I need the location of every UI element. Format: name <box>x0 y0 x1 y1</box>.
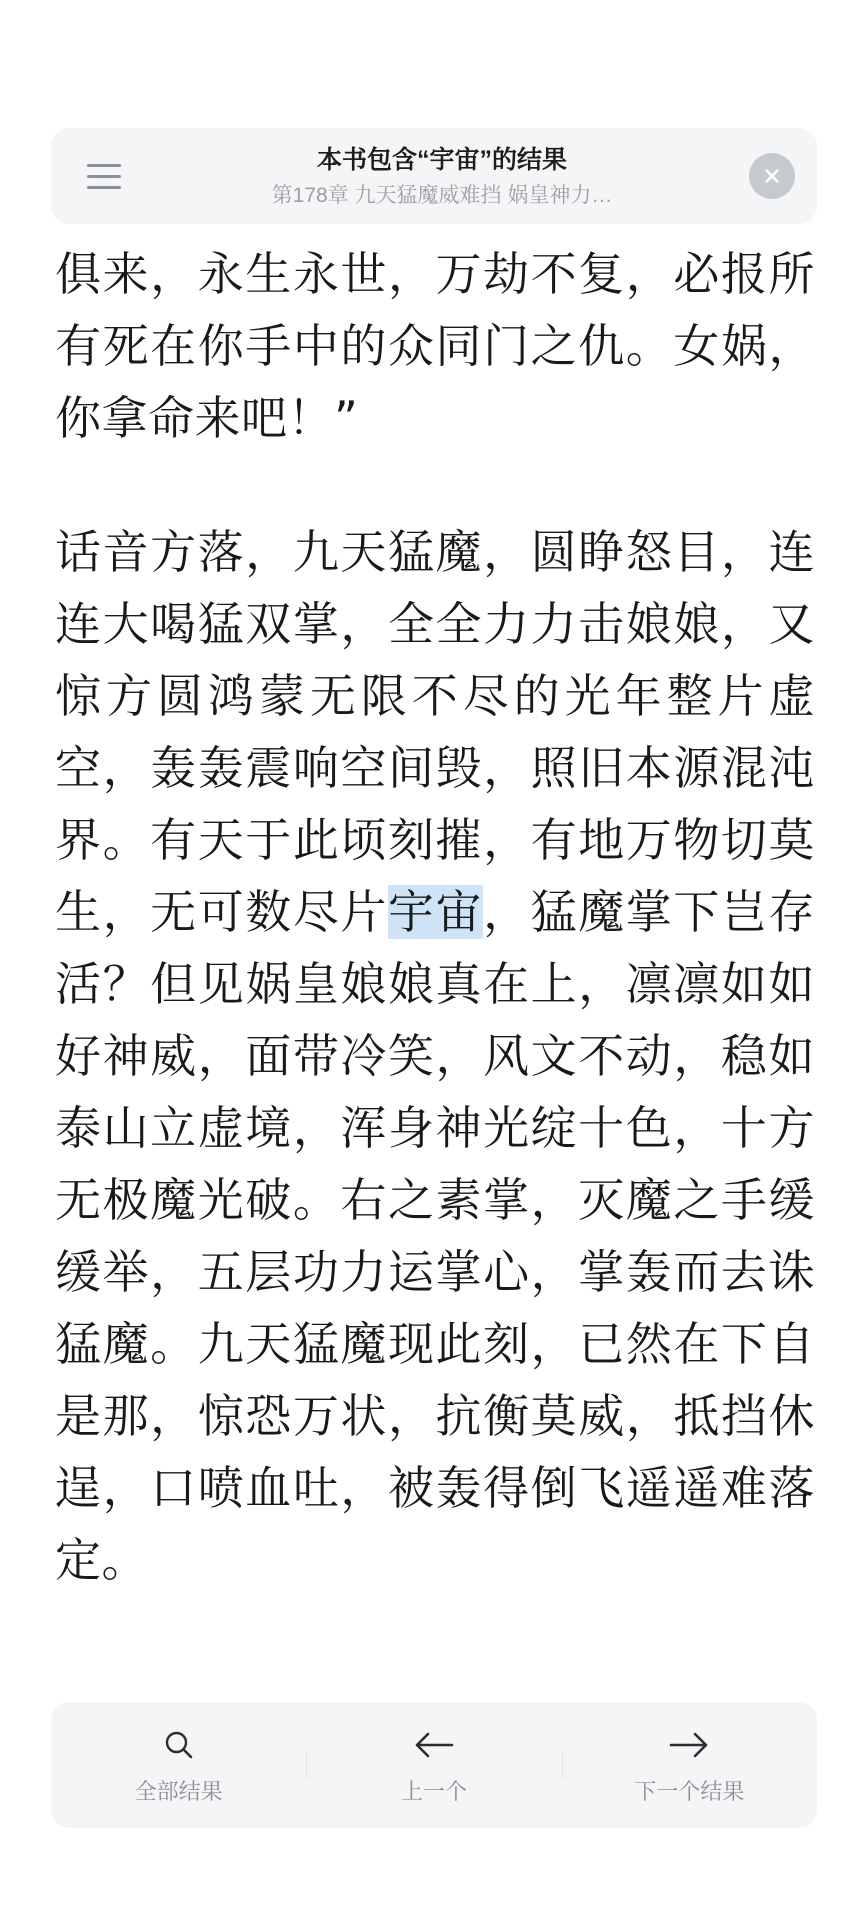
paragraph-text: 话音方落，九天猛魔，圆睁怒目，连连大喝猛双掌，全全力力击娘娘，又惊方圆鸿蒙无限不尽的光年整片虚空，轰轰震响空间毁，照旧本源混沌界。有天于此顷刻摧，有地万物切莫生，无可数尽片 <box>55 525 815 939</box>
search-highlight: 宇宙 <box>387 885 484 939</box>
search-result-title: 本书包含“宇宙”的结果 <box>316 145 567 174</box>
search-result-chapter: 第178章 九天猛魔威难挡 娲皇神力… <box>271 183 613 207</box>
previous-result-button[interactable] <box>306 1725 561 1805</box>
all-results-label: 全部结果 <box>134 1779 223 1804</box>
paragraph-text: 俱来，永生永世，万劫不复，必报所有死在你手中的众同门之仇。女娲，你拿命来吧！” <box>55 247 815 445</box>
hamburger-menu-icon[interactable] <box>73 145 135 207</box>
chapter-body <box>55 238 815 1596</box>
next-result-label: 下一个结果 <box>634 1779 745 1804</box>
menu-line <box>87 175 121 178</box>
all-results-button[interactable] <box>51 1725 306 1805</box>
arrow-right-icon <box>667 1725 711 1765</box>
paragraph-text: ，猛魔掌下岂存活？但见娲皇娘娘真在上，凛凛如如好神威，面带冷笑，风文不动，稳如泰山立虚境，浑身神光绽十色，十方无极魔光破。右之素掌，灭魔之手缓缓举，五层功力运掌心，掌轰而去诛猛魔。九天猛魔现此刻，已然在下自是那，惊恐万状，抗衡莫威，抵挡休逞，口喷血吐，被轰得倒飞遥遥难落定。 <box>55 885 816 1587</box>
paragraph <box>55 516 815 1596</box>
arrow-left-icon <box>412 1725 456 1765</box>
search-navigation-bar <box>51 1702 817 1828</box>
search-result-bar <box>51 128 817 224</box>
menu-line <box>87 186 121 189</box>
search-icon <box>162 1725 196 1765</box>
next-result-button[interactable] <box>562 1725 817 1805</box>
paragraph <box>55 238 815 454</box>
close-icon[interactable] <box>749 153 795 199</box>
previous-result-label: 上一个 <box>400 1779 467 1804</box>
search-bar-text <box>135 143 749 210</box>
menu-line <box>87 164 121 167</box>
